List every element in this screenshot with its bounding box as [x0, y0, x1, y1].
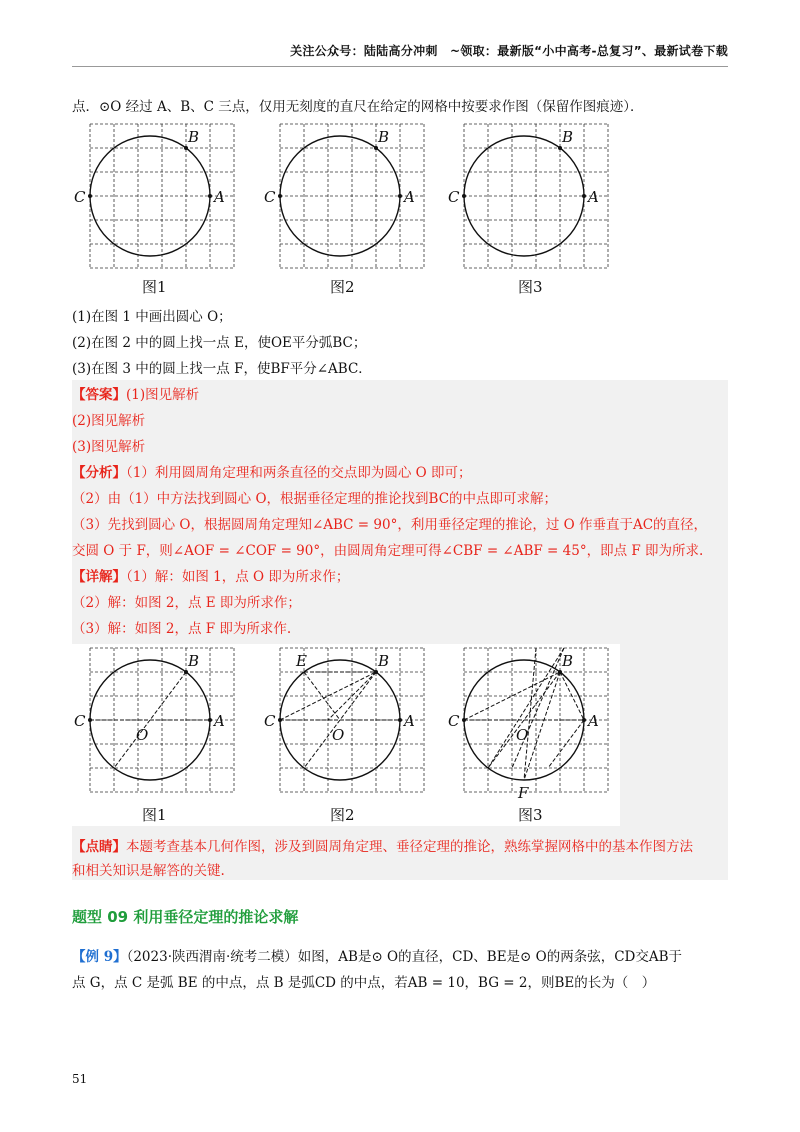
point-a [208, 194, 212, 198]
answer-tag: 【答案】 [72, 387, 126, 403]
point-a [398, 194, 402, 198]
detail-1-text: （1）解：如图 1，点 O 即为所求作； [126, 569, 350, 585]
answer-2: (2)图见解析 [72, 413, 146, 429]
section-title: 题型 09 利用垂径定理的推论求解 [72, 908, 299, 926]
analysis-tag: 【分析】 [72, 465, 126, 481]
label-a: A [404, 712, 415, 730]
detail-2: （2）解：如图 2，点 E 即为所求作； [72, 595, 301, 611]
label-b: B [378, 128, 390, 146]
page-number: 51 [72, 1072, 88, 1086]
answer-1 [72, 386, 199, 404]
point-c [88, 194, 92, 198]
solution-figure-3 [446, 644, 646, 804]
analysis-4: 交圆 O 于 F，则∠AOF = ∠COF = 90°，由圆周角定理可得∠CBF = ∠ABF = 45°，即点 F 即为所求. [72, 543, 704, 559]
header-rule [72, 66, 728, 67]
comment-1 [72, 838, 693, 856]
example-line-2: 点 G，点 C 是弧 BE 的中点，点 B 是弧CD 的中点，若AB = 10，BG = 2，则BE的长为（ ） [72, 975, 656, 991]
task-1: (1)在图 1 中画出圆心 O； [72, 309, 232, 325]
label-c: C [264, 188, 276, 206]
analysis-1 [72, 464, 472, 482]
point-a [582, 194, 586, 198]
label-a: A [588, 188, 599, 206]
label-b: B [188, 128, 200, 146]
solution-figures [72, 644, 620, 826]
problem-figures [72, 120, 728, 300]
label-c: C [74, 712, 86, 730]
problem-figure-3 [446, 120, 646, 272]
analysis-1-text: （1）利用圆周角定理和两条直径的交点即为圆心 O 即可； [126, 465, 472, 481]
point-c [278, 194, 282, 198]
page-header: 关注公众号：陆陆高分冲刺 ~领取：最新版“小中高考-总复习”、最新试卷下载 [290, 44, 728, 58]
label-c: C [448, 188, 460, 206]
caption-solution-2: 图2 [330, 806, 355, 824]
label-b: B [562, 652, 574, 670]
line-oe [304, 672, 340, 720]
point-b [184, 146, 188, 150]
example-line-1 [72, 948, 682, 966]
problem-intro: 点．⊙O 经过 A、B、C 三点，仅用无刻度的直尺在给定的网格中按要求作图（保留作图痕迹）． [72, 99, 644, 115]
problem-figure-1 [72, 120, 272, 272]
helper-2 [512, 648, 564, 768]
comment-1-text: 本题考查基本几何作图，涉及到圆周角定理、垂径定理的推论，熟练掌握网格中的基本作图方法 [126, 839, 693, 855]
label-f: F [518, 784, 529, 802]
label-a: A [588, 712, 599, 730]
example-line-1-text: （2023·陕西渭南·统考二模）如图，AB是⊙ O的直径，CD、BE是⊙ O的两条弦，CD交AB于 [126, 949, 683, 965]
detail-1 [72, 568, 349, 586]
point-b [374, 146, 378, 150]
answer-1-text: (1)图见解析 [126, 387, 200, 403]
problem-figure-2 [262, 120, 462, 272]
caption-figure-3: 图3 [518, 278, 543, 296]
solution-figure-1 [72, 644, 272, 796]
task-3: (3)在图 3 中的圆上找一点 F，使BF平分∠ABC． [72, 361, 372, 377]
analysis-2: （2）由（1）中方法找到圆心 O，根据垂径定理的推论找到BC的中点即可求解； [72, 491, 558, 507]
label-c: C [264, 712, 276, 730]
label-o: O [516, 726, 529, 744]
label-e: E [296, 652, 307, 670]
label-b: B [378, 652, 390, 670]
detail-3: （3）解：如图 2，点 F 即为所求作. [72, 621, 292, 637]
caption-figure-1: 图1 [142, 278, 167, 296]
caption-figure-2: 图2 [330, 278, 355, 296]
example-tag: 【例 9】 [72, 949, 127, 965]
caption-solution-3: 图3 [518, 806, 543, 824]
label-o: O [332, 726, 345, 744]
helper-3 [524, 648, 536, 780]
label-c: C [74, 188, 86, 206]
label-c: C [448, 712, 460, 730]
label-b: B [188, 652, 200, 670]
solution-figure-2 [262, 644, 462, 796]
comment-tag: 【点睛】 [72, 839, 126, 855]
point-c [462, 194, 466, 198]
task-2: (2)在图 2 中的圆上找一点 E，使OE平分弧BC； [72, 335, 367, 351]
label-a: A [404, 188, 415, 206]
detail-tag: 【详解】 [72, 569, 126, 585]
label-b: B [562, 128, 574, 146]
comment-2: 和相关知识是解答的关键. [72, 863, 225, 879]
label-a: A [214, 188, 225, 206]
point-b [558, 146, 562, 150]
answer-3: (3)图见解析 [72, 439, 146, 455]
caption-solution-1: 图1 [142, 806, 167, 824]
label-o: O [136, 726, 149, 744]
analysis-3: （3）先找到圆心 O，根据圆周角定理知∠ABC = 90°，利用垂径定理的推论，过 O 作垂直于AC的直径， [72, 517, 708, 533]
label-a: A [214, 712, 225, 730]
